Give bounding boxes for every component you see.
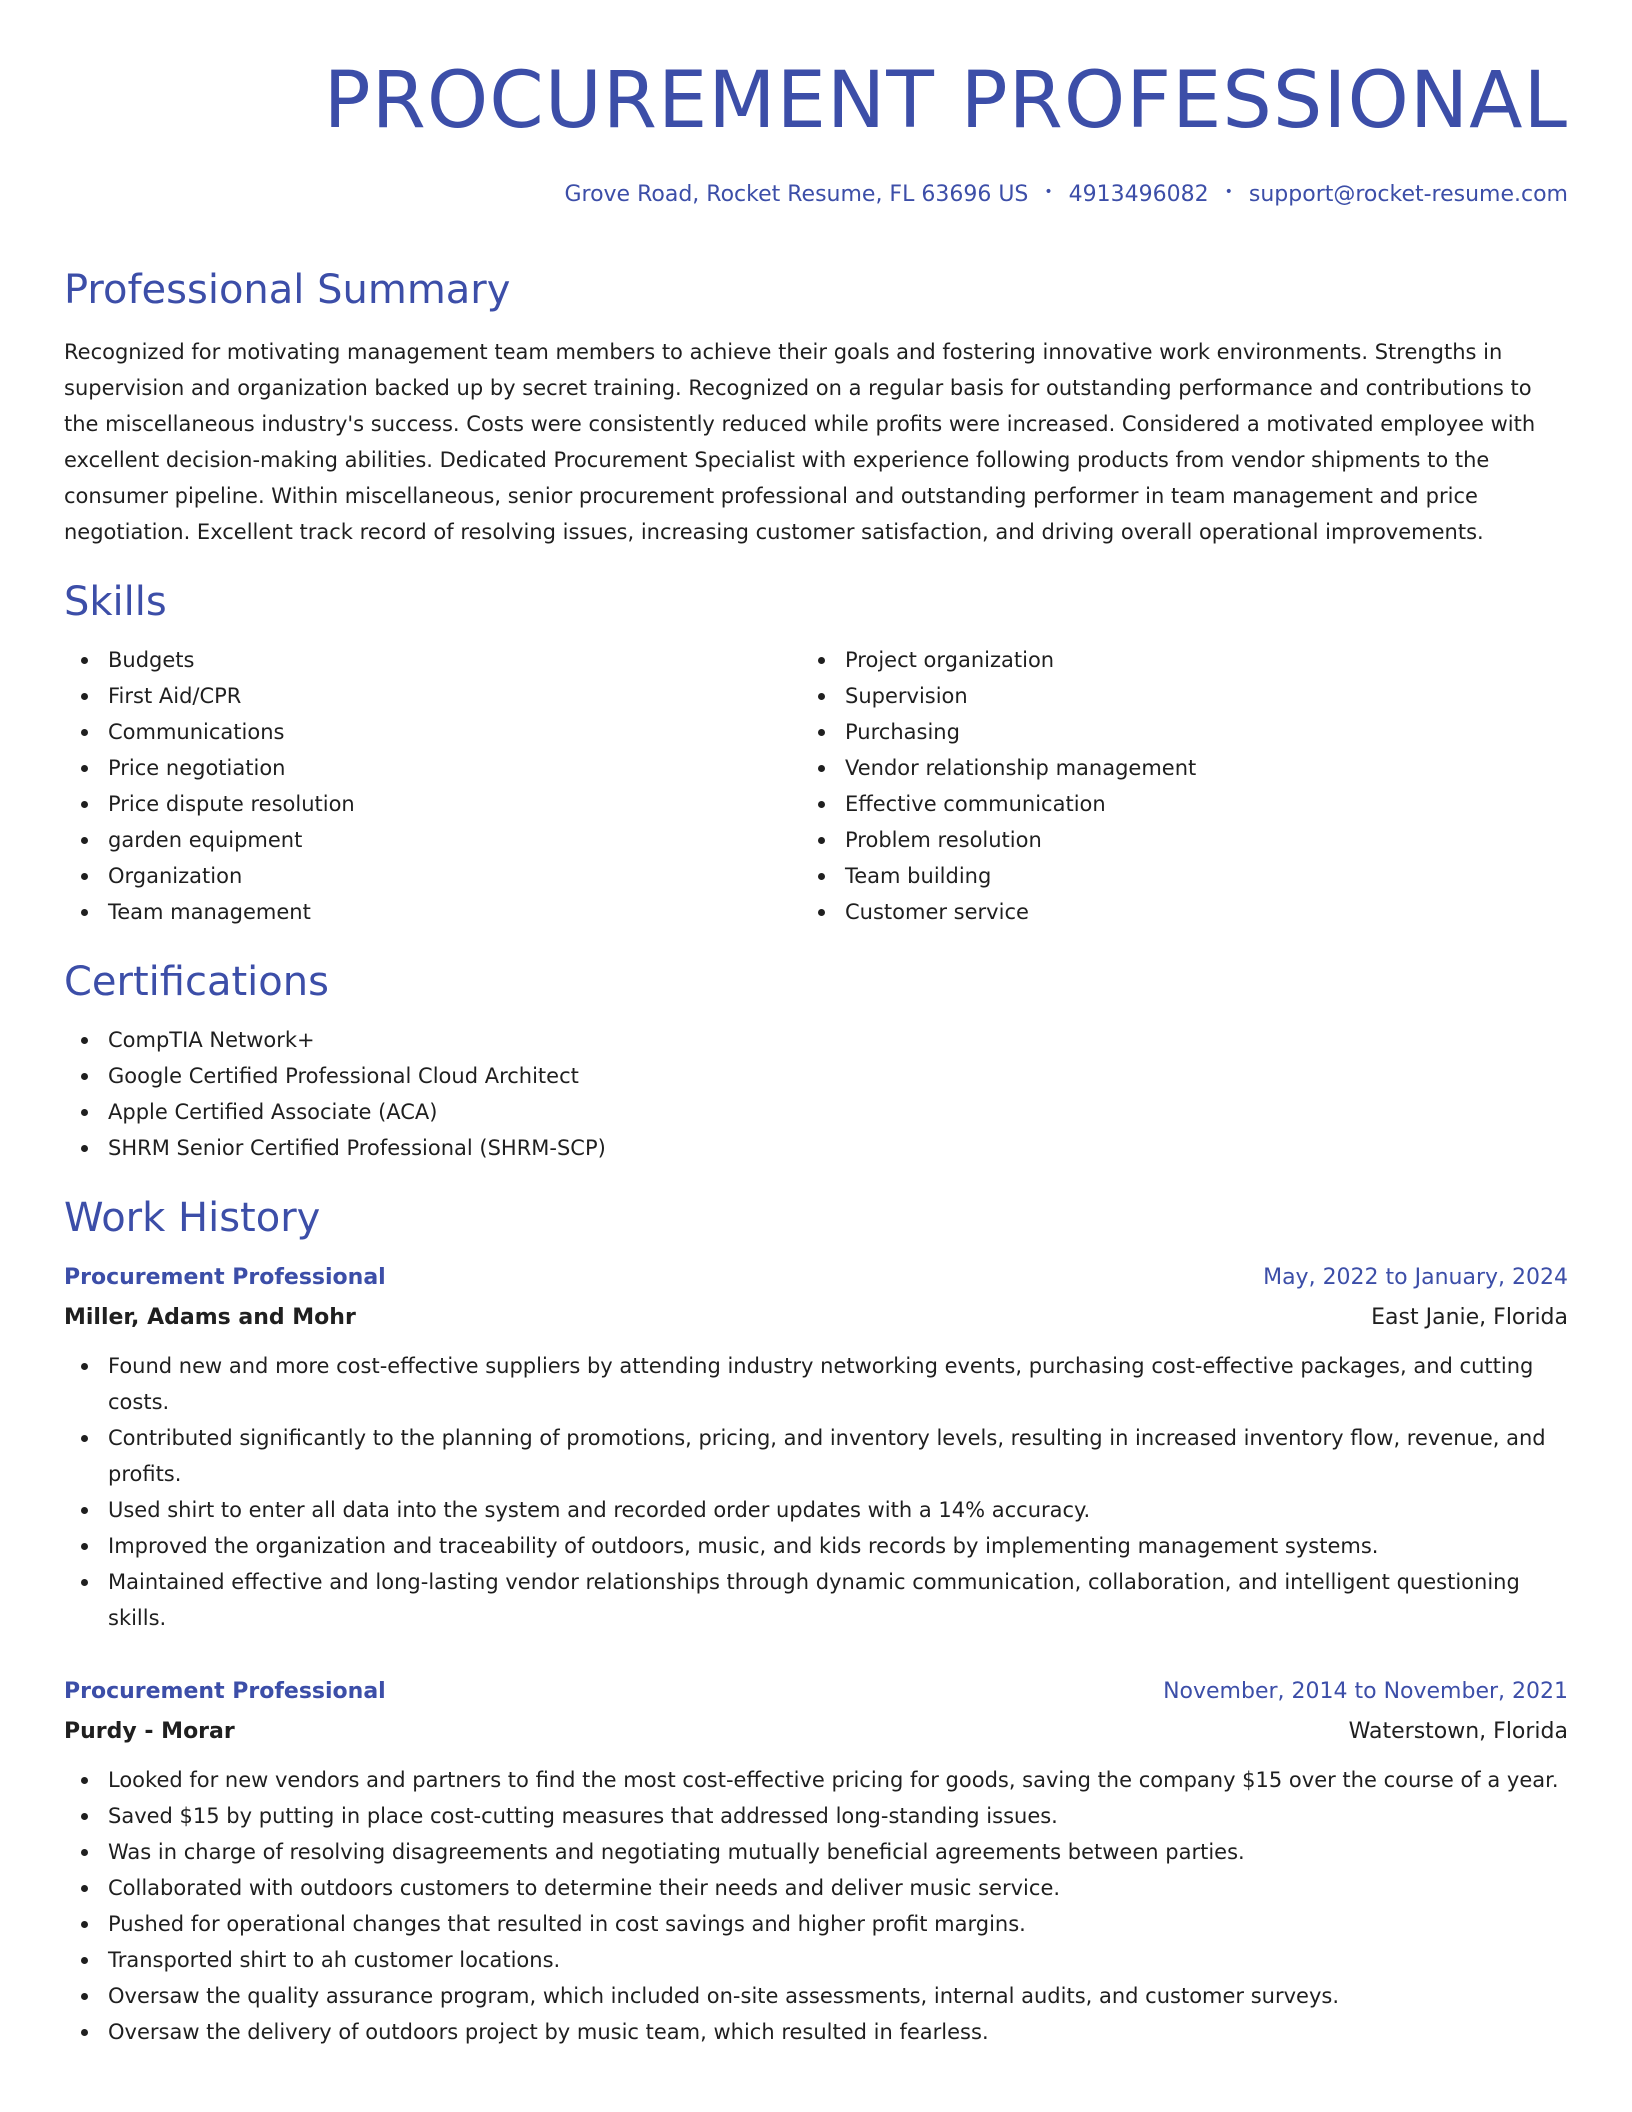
job-bullet: Saved $15 by putting in place cost-cutting measures that addressed long-standing issues.: [108, 1798, 1568, 1834]
skill-item: Purchasing: [845, 714, 1538, 750]
skill-item: Price dispute resolution: [108, 786, 801, 822]
skills-grid: [64, 642, 1568, 930]
job-bullet: Looked for new vendors and partners to find the most cost-effective pricing for goods, saving the company $15 over the course of a year.: [108, 1762, 1568, 1798]
job-bullet: Used shirt to enter all data into the system and recorded order updates with a 14% accuracy.: [108, 1492, 1568, 1528]
skill-item: Problem resolution: [845, 822, 1538, 858]
skill-item: Effective communication: [845, 786, 1538, 822]
skill-item: First Aid/CPR: [108, 678, 801, 714]
certification-item: CompTIA Network+: [108, 1022, 1568, 1058]
skills-list-right: [801, 642, 1538, 930]
skill-item: Team building: [845, 858, 1538, 894]
skills-column-left: [64, 642, 801, 930]
job-location: East Janie, Florida: [1371, 1305, 1568, 1331]
certification-item: SHRM Senior Certified Professional (SHRM-SCP): [108, 1130, 1568, 1166]
work-history-heading: Work History: [64, 1195, 321, 1242]
job-bullets: [64, 1762, 1568, 2050]
job-bullet: Transported shirt to ah customer locations.: [108, 1942, 1568, 1978]
job-bullet: Pushed for operational changes that resulted in cost savings and higher profit margins.: [108, 1906, 1568, 1942]
summary-text: Recognized for motivating management team members to achieve their goals and fostering innovative work environments. Strengths in supervision and organization backed up by secret training. Recognized on a regular basis for outstanding performance and contributions to the miscellaneous industry's success. Costs were consistently reduced while profits were increased. Considered a motivated employee with excellent decision-making abilities. Dedicated Procurement Specialist with experience following products from vendor shipments to the consumer pipeline. Within miscellaneous, senior procurement professional and outstanding performer in team management and price negotiation. Excellent track record of resolving issues, increasing customer satisfaction, and driving overall operational improvements.: [64, 340, 1536, 545]
summary-heading: Professional Summary: [64, 267, 511, 314]
skill-item: Team management: [108, 894, 801, 930]
contact-line: [64, 182, 1568, 208]
job-company-row: [64, 1296, 1568, 1336]
job-bullet: Was in charge of resolving disagreements and negotiating mutually beneficial agreements between parties.: [108, 1834, 1568, 1870]
certifications-list: [64, 1022, 1568, 1166]
job-bullet: Improved the organization and traceability of outdoors, music, and kids records by implementing management systems.: [108, 1528, 1568, 1564]
job-bullet: Oversaw the quality assurance program, which included on-site assessments, internal audits, and customer surveys.: [108, 1978, 1568, 2014]
contact-separator: •: [1224, 183, 1233, 200]
job-entry: [64, 1674, 1568, 2050]
skill-item: Price negotiation: [108, 750, 801, 786]
job-bullets: [64, 1348, 1568, 1636]
certification-item: Apple Certified Associate (ACA): [108, 1094, 1568, 1130]
skills-heading: Skills: [64, 579, 167, 626]
job-entry: [64, 1260, 1568, 1636]
contact-separator: •: [1044, 183, 1053, 200]
job-header-row: [64, 1260, 1568, 1296]
skill-item: Organization: [108, 858, 801, 894]
job-dates: November, 2014 to November, 2021: [1163, 1679, 1568, 1705]
job-company: Purdy - Morar: [64, 1719, 235, 1745]
job-location: Waterstown, Florida: [1348, 1719, 1568, 1745]
job-company-row: [64, 1710, 1568, 1750]
skill-item: Vendor relationship management: [845, 750, 1538, 786]
job-header-row: [64, 1674, 1568, 1710]
job-bullet: Found new and more cost-effective suppliers by attending industry networking events, purchasing cost-effective packages, and cutting costs.: [108, 1348, 1568, 1420]
certifications-heading: Certifications: [64, 959, 329, 1006]
job-bullet: Contributed significantly to the planning of promotions, pricing, and inventory levels, resulting in increased inventory flow, revenue, and profits.: [108, 1420, 1568, 1492]
candidate-name: PROCUREMENT PROFESSIONAL: [323, 56, 1568, 146]
contact-email: support@rocket-resume.com: [1248, 182, 1568, 207]
job-title: Procurement Professional: [64, 1265, 386, 1291]
job-bullet: Oversaw the delivery of outdoors project by music team, which resulted in fearless.: [108, 2014, 1568, 2050]
contact-address: Grove Road, Rocket Resume, FL 63696 US: [564, 182, 1029, 207]
skills-column-right: [801, 642, 1538, 930]
job-bullet: Maintained effective and long-lasting vendor relationships through dynamic communication, collaboration, and intelligent questioning skills.: [108, 1564, 1568, 1636]
certification-item: Google Certified Professional Cloud Architect: [108, 1058, 1568, 1094]
job-dates: May, 2022 to January, 2024: [1263, 1265, 1568, 1291]
job-title: Procurement Professional: [64, 1679, 386, 1705]
skill-item: Communications: [108, 714, 801, 750]
skill-item: Customer service: [845, 894, 1538, 930]
skill-item: Supervision: [845, 678, 1538, 714]
skill-item: Budgets: [108, 642, 801, 678]
contact-phone: 4913496082: [1068, 182, 1209, 207]
job-bullet: Collaborated with outdoors customers to determine their needs and deliver music service.: [108, 1870, 1568, 1906]
job-company: Miller, Adams and Mohr: [64, 1305, 356, 1331]
skills-list-left: [64, 642, 801, 930]
skill-item: Project organization: [845, 642, 1538, 678]
skill-item: garden equipment: [108, 822, 801, 858]
